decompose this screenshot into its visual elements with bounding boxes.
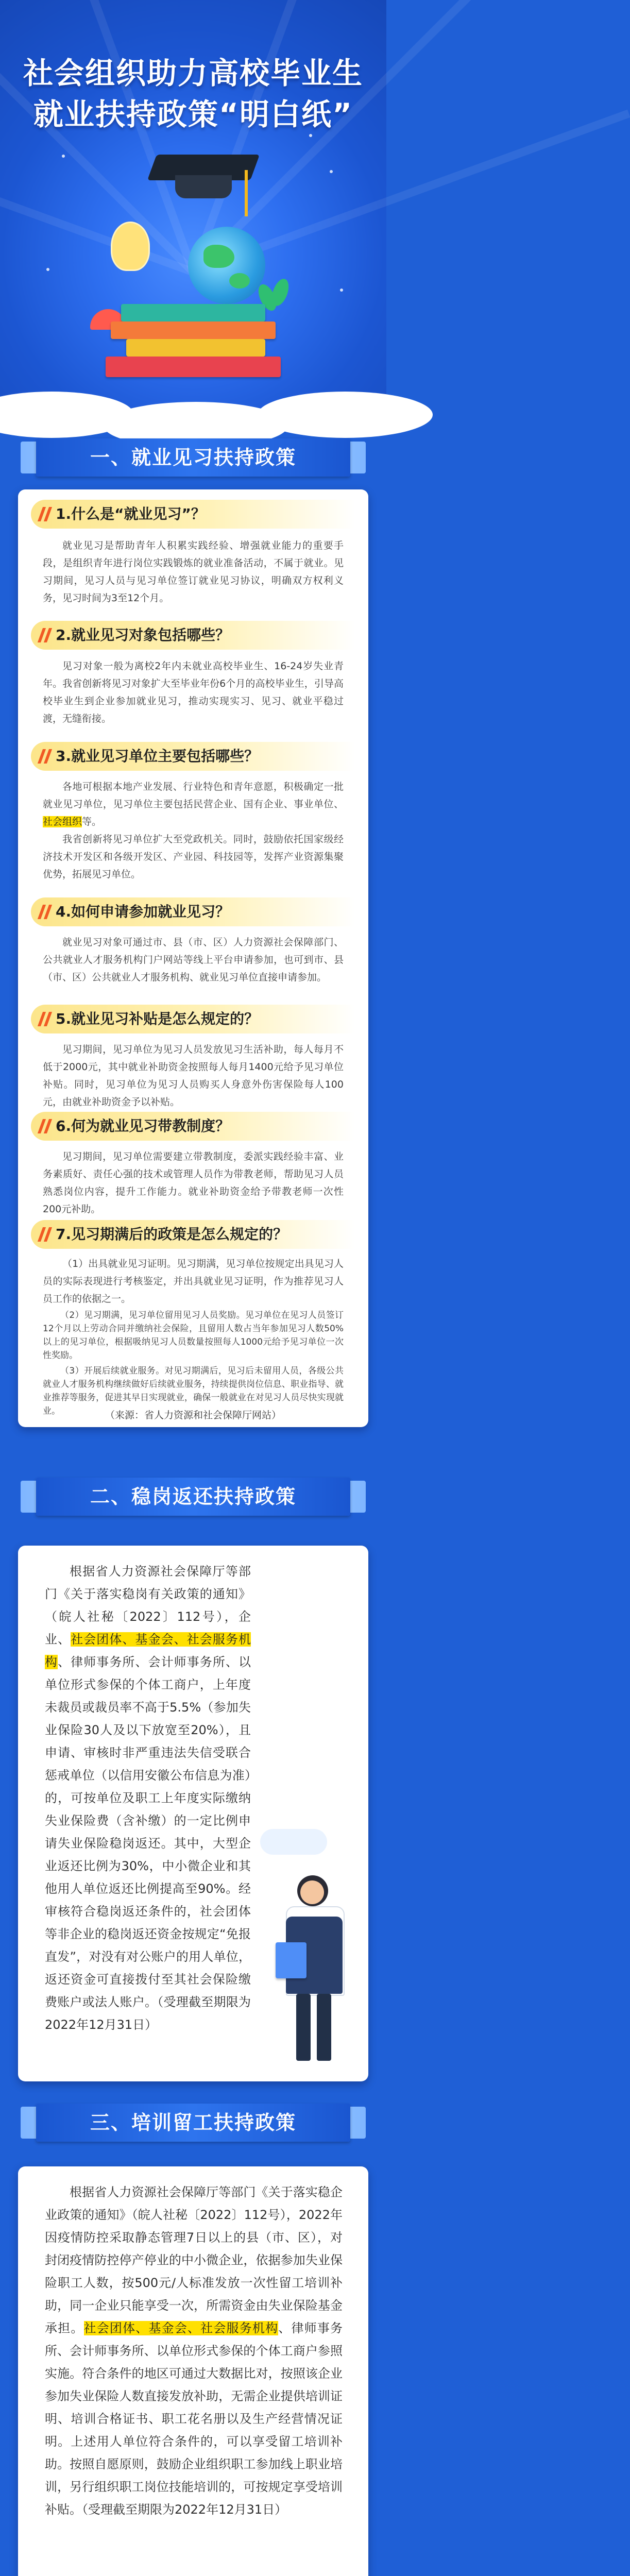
answer-7-para1: （1）出具就业见习证明。见习期满，见习单位按规定出具见习人员的实际表现进行考核鉴定，并出具就业见习证明，作为推荐见习人员工作的依据之一。 bbox=[43, 1258, 344, 1304]
section1-title: 一、就业见习扶持政策 bbox=[90, 446, 296, 469]
question-5-title: 5.就业见习补贴是怎么规定的？ bbox=[56, 1010, 259, 1027]
question-3-title: 3.就业见习单位主要包括哪些？ bbox=[56, 748, 259, 765]
question-6 bbox=[31, 1112, 355, 1141]
question-2-title: 2.就业见习对象包括哪些？ bbox=[56, 626, 230, 643]
hero-title-line1: 社会组织助力高校毕业生 bbox=[23, 56, 363, 91]
question-1-title: 1.什么是“就业见习”？ bbox=[56, 505, 206, 522]
answer-6: 见习期间，见习单位需要建立带教制度，委派实践经验丰富、业务素质好、责任心强的技术或管理人员作为带教老师，帮助见习人员熟悉岗位内容，提升工作能力。就业补助资金给予带教老师一次性200元补助。 bbox=[43, 1151, 344, 1215]
woman-illustration bbox=[265, 1814, 358, 2071]
highlight-social-org: 社会组织 bbox=[43, 816, 82, 827]
question-4-title: 4.如何申请参加就业见习？ bbox=[56, 903, 230, 920]
section3-banner bbox=[0, 2099, 386, 2146]
section1-card bbox=[18, 489, 368, 1427]
answer-7-para3: （3）开展后续就业服务。对见习期满后，见习后未留用人员，各级公共就业人才服务机构继续做好后续就业服务，持续提供岗位信息、职业指导、就业推荐等服务，促进其早日实现就业，确保一般就业在对见习人员尽快实现就业。 bbox=[43, 1366, 344, 1416]
source-note: （来源：省人力资源和社会保障厅网站） bbox=[105, 1410, 281, 1421]
answer-5: 见习期间，见习单位为见习人员发放见习生活补助，每人每月不低于2000元，其中就业补助资金按照每人每月1400元给予见习单位补贴。同时，见习单位为见习人员购买人身意外伤害保险每人100元，由就业补助资金予以补贴。 bbox=[43, 1044, 344, 1108]
section2-card bbox=[18, 1546, 368, 2081]
hero-title-line2: 就业扶持政策“明白纸” bbox=[33, 97, 353, 132]
question-7-title: 7.见习期满后的政策是怎么规定的？ bbox=[56, 1226, 288, 1243]
question-5 bbox=[31, 1005, 355, 1033]
highlight-social-groups: 社会团体、基金会、社会服务机构 bbox=[45, 1632, 251, 1669]
question-4 bbox=[31, 897, 355, 926]
answer-3-para2: 我省创新将见习单位扩大至党政机关。同时，鼓励依托国家级经济技术开发区和各级开发区、产业园、科技园等，发挥产业资源集聚优势，拓展见习单位。 bbox=[43, 834, 344, 880]
section2-banner bbox=[0, 1473, 386, 1520]
question-1 bbox=[31, 500, 355, 529]
answer-3-para1: 各地可根据本地产业发展、行业特色和青年意愿，积极确定一批就业见习单位，见习单位主要包括民营企业、国有企业、事业单位、社会组织等。 bbox=[43, 781, 344, 827]
section3-card bbox=[18, 2166, 368, 2576]
question-2 bbox=[31, 621, 355, 650]
section3-title: 三、培训留工扶持政策 bbox=[90, 2111, 296, 2134]
section1-banner bbox=[0, 434, 386, 481]
globe-icon bbox=[188, 227, 265, 304]
hero-banner bbox=[0, 0, 386, 422]
answer-4: 就业见习对象可通过市、县（市、区）人力资源社会保障部门、公共就业人才服务机构门户网站等线上平台申请参加，也可到市、县（市、区）公共就业人才服务机构、就业见习单位直接申请参加。 bbox=[43, 937, 344, 983]
question-3 bbox=[31, 742, 355, 771]
section2-text: 根据省人力资源社会保障厅等部门《关于落实稳岗有关政策的通知》（皖人社秘〔2022〕112号），企业、社会团体、基金会、社会服务机构、律师事务所、会计师事务所、以单位形式参保的个体工商户，上年度未裁员或裁员率不高于5.5%（参加失业保险30人及以下放宽至20%），且申请、审核时非严重违法失信受联合惩戒单位（以信用安徽公布信息为准）的，可按单位及职工上年度实际缴纳失业保险费（含补缴）的一定比例申请失业保险稳岗返还。其中，大型企业返还比例为30%，中小微企业和其他用人单位返还比例提高至90%。经审核符合稳岗返还条件的，社会团体等非企业的稳岗返还资金按规定“免报直发”，对没有对公账户的用人单位，返还资金可直接拨付至其社会保险缴费账户或法人账户。（受理截至期限为2022年12月31日） bbox=[45, 1564, 251, 2032]
highlight-social-groups-2: 社会团体、基金会、社会服务机构 bbox=[83, 2321, 279, 2335]
books-illustration bbox=[90, 155, 296, 381]
section2-title: 二、稳岗返还扶持政策 bbox=[90, 1485, 296, 1508]
answer-2: 见习对象一般为离校2年内未就业高校毕业生、16-24岁失业青年。我省创新将见习对象扩大至毕业年份6个月的高校毕业生，引导高校毕业生到企业参加就业见习，推动实现实习、见习、就业平稳过渡，无缝衔接。 bbox=[43, 660, 344, 724]
answer-7-para2: （2）见习期满，见习单位留用见习人员奖励。见习单位在见习人员签订12个月以上劳动合同并缴纳社会保险，且留用人数占当年参加见习人数50%以上的见习单位，根据吸纳见习人员数量按照每人1000元给予见习单位一次性奖励。 bbox=[43, 1310, 344, 1361]
section3-text: 根据省人力资源社会保障厅等部门《关于落实稳企业政策的通知》（皖人社秘〔2022〕112号），2022年因疫情防控采取静态管理7日以上的县（市、区），对封闭疫情防控停产停业的中小微企业，依据参加失业保险职工人数，按500元/人标准发放一次性留工培训补助，同一企业只能享受一次，所需资金由失业保险基金承担。社会团体、基金会、社会服务机构、律师事务所、会计师事务所、以单位形式参保的个体工商户参照实施。符合条件的地区可通过大数据比对，按照该企业参加失业保险人数直接发放补助，无需企业提供培训证明、培训合格证书、职工花名册以及生产经营情况证明。上述用人单位符合条件的，可以享受留工培训补助。按照自愿原则，鼓励企业组织职工参加线上职业培训，另行组织职工岗位技能培训的，可按规定享受培训补贴。（受理截至期限为2022年12月31日） bbox=[45, 2185, 343, 2517]
question-6-title: 6.何为就业见习带教制度？ bbox=[56, 1117, 230, 1134]
question-7 bbox=[31, 1220, 355, 1249]
lightbulb-icon bbox=[111, 222, 150, 271]
answer-1: 就业见习是帮助青年人积累实践经验、增强就业能力的重要手段，是组织青年进行岗位实践锻炼的就业准备活动，不属于就业。见习期间，见习人员与见习单位签订就业见习协议，明确双方权利义务，见习时间为3至12个月。 bbox=[43, 540, 344, 604]
